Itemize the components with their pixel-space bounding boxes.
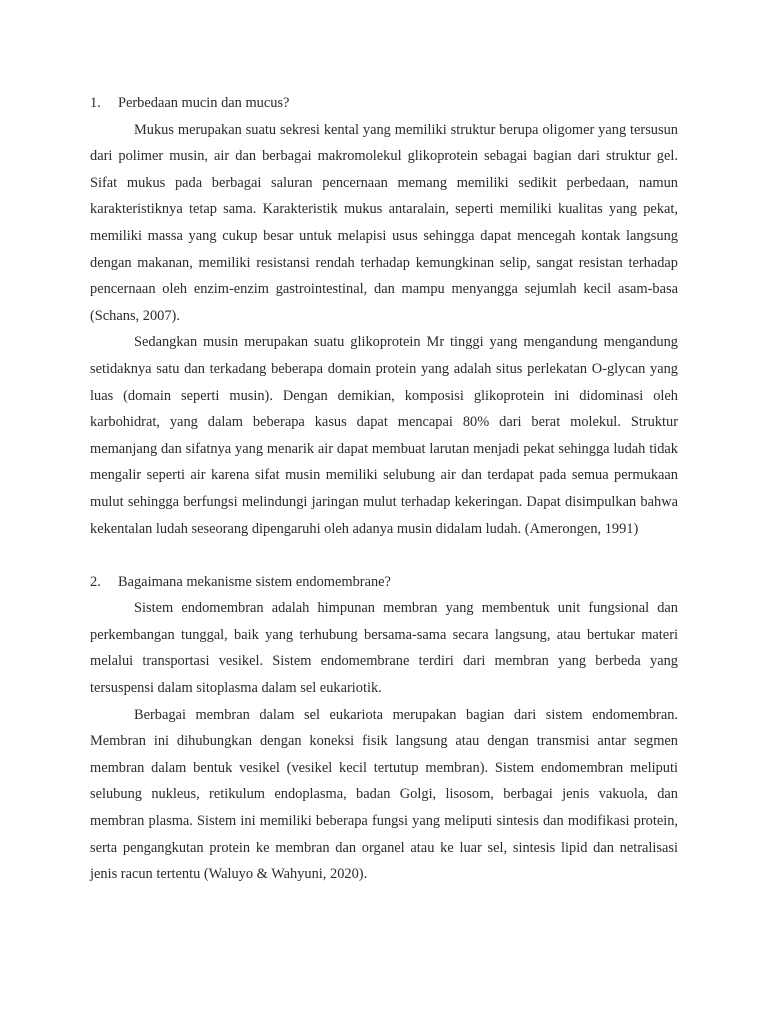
section-2-heading <box>90 569 678 596</box>
document-page <box>90 90 678 888</box>
section-2-paragraph-1: Sistem endomembran adalah himpunan membran yang membentuk unit fungsional dan perkembangan tunggal, baik yang terhubung bersama-sama secara langsung, atau bertukar materi melalui transportasi vesikel. Sistem endomembrane terdiri dari membran yang berbeda yang tersuspensi dalam sitoplasma dalam sel eukariotik. <box>90 600 678 697</box>
section-2-title: Bagaimana mekanisme sistem endomembrane? <box>118 573 391 590</box>
section-spacer <box>90 542 678 569</box>
section-1-heading <box>90 90 678 117</box>
section-2-paragraph-2: Berbagai membran dalam sel eukariota merupakan bagian dari sistem endomembran. Membran ini dihubungkan dengan koneksi fisik langsung atau dengan transmisi antar segmen membran dalam bentuk vesikel (vesikel kecil tertutup membran). Sistem endomembran meliputi selubung nukleus, retikulum endoplasma, badan Golgi, lisosom, berbagai jenis vakuola, dan membran plasma. Sistem ini memiliki beberapa fungsi yang meliputi sintesis dan modifikasi protein, serta pengangkutan protein ke membran dan organel atau ke luar sel, sintesis lipid dan netralisasi jenis racun tertentu (Waluyo & Wahyuni, 2020). <box>90 706 678 883</box>
section-1-number: 1. <box>90 95 101 111</box>
section-1-paragraph-2: Sedangkan musin merupakan suatu glikoprotein Mr tinggi yang mengandung mengandung setidaknya satu dan terkadang beberapa domain protein yang adalah situs perlekatan O-glycan yang luas (domain seperti musin). Dengan demikian, komposisi glikoprotein ini didominasi oleh karbohidrat, yang dalam beberapa kasus dapat mencapai 80% dari berat molekul. Struktur memanjang dan sifatnya yang menarik air dapat membuat larutan menjadi pekat sehingga ludah tidak mengalir seperti air karena sifat musin memiliki selubung air dan terdapat pada semua permukaan mulut sehingga berfungsi melindungi jaringan mulut terhadap kekeringan. Dapat disimpulkan bahwa kekentalan ludah seseorang dipengaruhi oleh adanya musin didalam ludah. (Amerongen, 1991) <box>90 334 678 537</box>
section-2-number: 2. <box>90 573 101 590</box>
section-1-paragraph-1: Mukus merupakan suatu sekresi kental yang memiliki struktur berupa oligomer yang tersusun dari polimer musin, air dan berbagai makromolekul glikoprotein sebagai bagian dari struktur gel. Sifat mukus pada berbagai saluran pencernaan memang memiliki sedikit perbedaan, namun karakteristiknya tetap sama. Karakteristik mukus antaralain, seperti memiliki kualitas yang pekat, memiliki massa yang cukup besar untuk melapisi usus sehingga dapat mencegah kontak langsung dengan makanan, memiliki resistansi rendah terhadap kemungkinan selip, sangat resistan terhadap pencernaan oleh enzim-enzim gastrointestinal, dan mampu menyangga sejumlah kecil asam-basa (Schans, 2007). <box>90 121 678 324</box>
section-1-title: Perbedaan mucin dan mucus? <box>118 95 290 111</box>
